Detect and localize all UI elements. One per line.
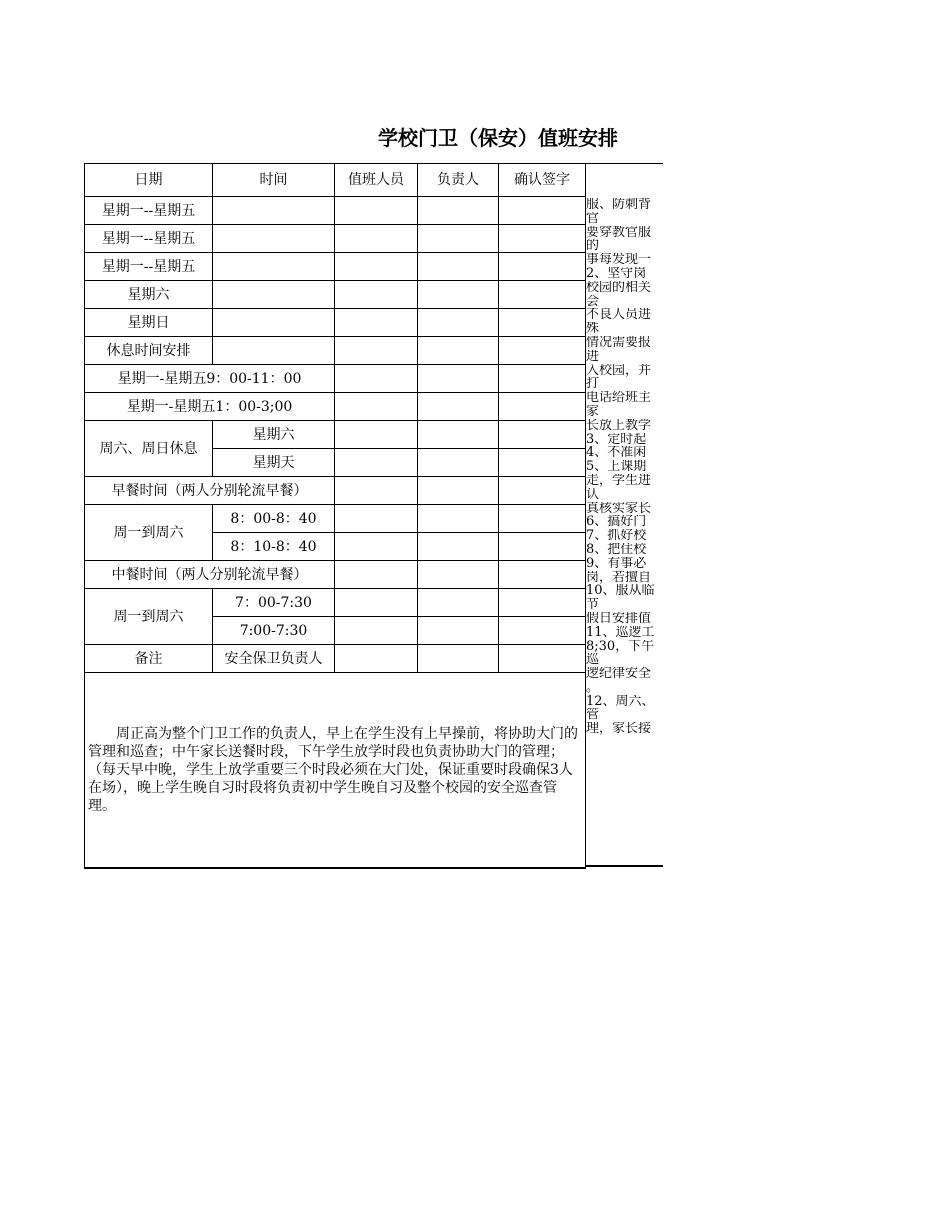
sign-cell	[499, 393, 586, 421]
rules-header-cell	[586, 163, 663, 196]
leader-cell	[418, 561, 499, 589]
leader-cell	[418, 617, 499, 645]
staff-cell	[335, 561, 418, 589]
rule-line: 5、上课期	[586, 460, 647, 474]
row-date-cell: 星期一--星期五	[85, 225, 213, 253]
leader-cell	[418, 197, 499, 225]
leader-cell	[418, 393, 499, 421]
weekend-day-cell: 星期六	[213, 421, 335, 449]
leader-cell	[418, 505, 499, 533]
rule-line: 6、搞好门	[586, 515, 647, 530]
time-cell	[213, 309, 335, 337]
weekend-rest-cell: 周六、周日休息	[85, 421, 213, 477]
rule-line: 要穿教官服	[586, 225, 652, 240]
rule-line: 10、服从临	[586, 584, 655, 599]
sign-cell	[499, 505, 586, 533]
time-cell	[213, 225, 335, 253]
header-leader: 负责人	[418, 164, 499, 197]
sign-cell	[499, 421, 586, 449]
sign-cell	[499, 365, 586, 393]
remark-value: 安全保卫负责人	[213, 645, 335, 673]
row-date-cell: 星期日	[85, 309, 213, 337]
rule-line: 2、坚守岗	[586, 266, 647, 281]
rule-line: 节	[586, 598, 600, 612]
remark-label: 备注	[85, 645, 213, 673]
rule-line: 3、定时起	[586, 432, 647, 447]
sign-cell	[499, 225, 586, 253]
leader-cell	[418, 477, 499, 505]
rule-line: 事每发现一	[586, 253, 652, 267]
leader-cell	[418, 309, 499, 337]
rule-line: 9、有事必	[586, 556, 647, 571]
rest-time-cell: 星期一-星期五1：00-3;00	[85, 393, 335, 421]
leader-cell	[418, 421, 499, 449]
header-time: 时间	[213, 164, 335, 197]
remark-note: 周正高为整个门卫工作的负责人，早上在学生没有上早操前，将协助大门的管理和巡查；中午家长送餐时段，下午学生放学时段也负责协助大门的管理；（每天早中晚，学生上放学重要三个时段必须在大门处，保证重要时段确保3人在场），晚上学生晚自习时段将负责初中学生晚自习及整个校园的安全巡查管理。	[85, 673, 586, 868]
rule-line: 会	[586, 294, 600, 309]
sign-cell	[499, 561, 586, 589]
time-cell	[213, 253, 335, 281]
rule-line: 的	[586, 239, 600, 254]
sign-cell	[499, 449, 586, 477]
row-date-cell: 星期一--星期五	[85, 197, 213, 225]
duty-table	[84, 163, 586, 869]
header-sign: 确认签字	[499, 164, 586, 197]
sign-cell	[499, 253, 586, 281]
staff-cell	[335, 281, 418, 309]
rule-line: 11、巡逻工	[586, 625, 655, 640]
staff-cell	[335, 421, 418, 449]
time-cell	[213, 281, 335, 309]
leader-cell	[418, 337, 499, 365]
weekday-range-cell: 周一到周六	[85, 589, 213, 645]
rule-line: 假日安排值	[586, 611, 652, 626]
leader-cell	[418, 533, 499, 561]
rule-line: 真核实家长	[586, 501, 652, 516]
rule-line: 逻纪律安全	[586, 667, 652, 681]
rule-line: 7、抓好校	[586, 529, 647, 543]
sign-cell	[499, 337, 586, 365]
sign-cell	[499, 533, 586, 561]
page-title: 学校门卫（保安）值班安排	[378, 126, 618, 150]
sign-cell	[499, 477, 586, 505]
rule-line: 不良人员进	[586, 308, 652, 323]
rest-time-cell: 星期一-星期五9：00-11：00	[85, 365, 335, 393]
rule-line: 认	[586, 487, 600, 502]
rule-line: 12、周六、	[586, 694, 655, 709]
rule-line: 理，家长接	[586, 722, 652, 737]
leader-cell	[418, 589, 499, 617]
rule-line: 岗，若擅自	[586, 570, 652, 585]
weekday-range-cell: 周一到周六	[85, 505, 213, 561]
rule-line: 家	[586, 404, 600, 419]
staff-cell	[335, 253, 418, 281]
header-staff: 值班人员	[335, 164, 418, 197]
staff-cell	[335, 617, 418, 645]
rule-line: 8;30，下午	[586, 639, 655, 654]
lunch-cell: 中餐时间（两人分别轮流早餐）	[85, 561, 335, 589]
meal-time-cell: 7:00-7:30	[213, 617, 335, 645]
row-date-cell: 星期六	[85, 281, 213, 309]
staff-cell	[335, 645, 418, 673]
rule-line: 4、不准闲	[586, 446, 647, 461]
leader-cell	[418, 449, 499, 477]
rule-line: 。	[586, 680, 600, 695]
staff-cell	[335, 589, 418, 617]
rule-line: 电话给班主	[586, 391, 652, 405]
staff-cell	[335, 533, 418, 561]
row-date-cell: 星期一--星期五	[85, 253, 213, 281]
sign-cell	[499, 617, 586, 645]
staff-cell	[335, 197, 418, 225]
rule-line: 长放上教学	[586, 418, 652, 433]
leader-cell	[418, 253, 499, 281]
duty-rules-column	[586, 198, 663, 866]
rule-line: 官	[586, 211, 600, 226]
rule-line: 校园的相关	[586, 280, 652, 295]
rule-line: 打	[586, 377, 600, 392]
staff-cell	[335, 505, 418, 533]
meal-time-cell: 8：00-8：40	[213, 505, 335, 533]
time-cell	[213, 197, 335, 225]
row-date-cell: 休息时间安排	[85, 337, 213, 365]
weekend-day-cell: 星期天	[213, 449, 335, 477]
rule-line: 情况需要报	[586, 335, 652, 350]
sign-cell	[499, 309, 586, 337]
rule-line: 进	[586, 349, 600, 364]
leader-cell	[418, 281, 499, 309]
staff-cell	[335, 449, 418, 477]
leader-cell	[418, 225, 499, 253]
sign-cell	[499, 645, 586, 673]
header-date: 日期	[85, 164, 213, 197]
sign-cell	[499, 197, 586, 225]
sign-cell	[499, 281, 586, 309]
leader-cell	[418, 645, 499, 673]
rule-line: 殊	[586, 322, 600, 336]
sign-cell	[499, 589, 586, 617]
staff-cell	[335, 309, 418, 337]
breakfast-cell: 早餐时间（两人分别轮流早餐）	[85, 477, 335, 505]
rule-line: 服、防刺背	[586, 198, 652, 212]
rule-line: 管	[586, 708, 600, 723]
rule-line: 入校园，并	[586, 363, 652, 378]
meal-time-cell: 7：00-7:30	[213, 589, 335, 617]
staff-cell	[335, 365, 418, 393]
meal-time-cell: 8：10-8：40	[213, 533, 335, 561]
time-cell	[213, 337, 335, 365]
rule-line: 走，学生进	[586, 473, 652, 488]
staff-cell	[335, 337, 418, 365]
leader-cell	[418, 365, 499, 393]
staff-cell	[335, 477, 418, 505]
staff-cell	[335, 393, 418, 421]
staff-cell	[335, 225, 418, 253]
rule-line: 巡	[586, 653, 600, 668]
rule-line: 8、把住校	[586, 542, 647, 557]
